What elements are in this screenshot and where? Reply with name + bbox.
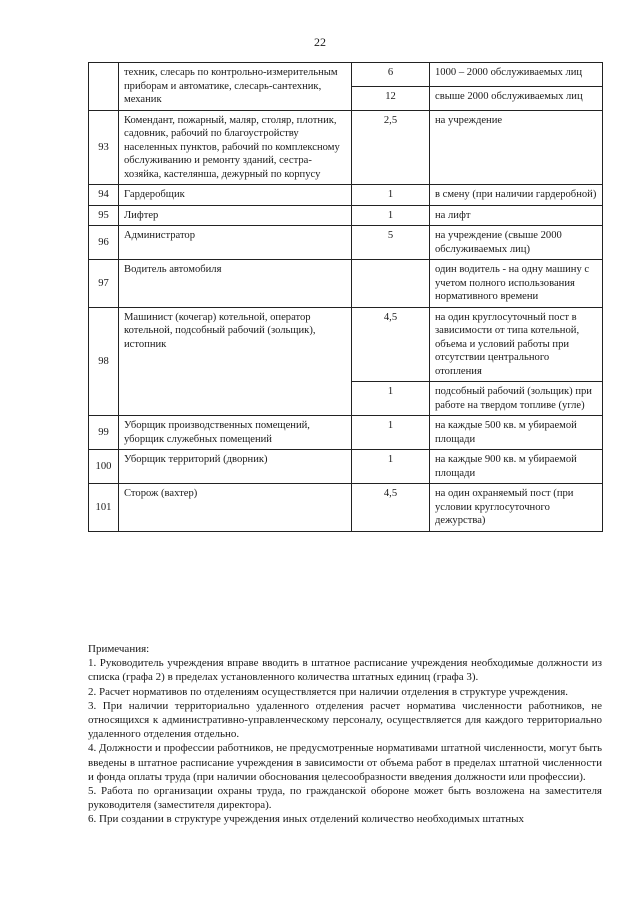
- table-row: [89, 416, 603, 450]
- note-item: 6. При создании в структуре учреждения иных отделений количество необходимых штатных: [88, 813, 525, 826]
- position-cell: Уборщик территорий (дворник): [119, 450, 352, 484]
- table-row: [89, 307, 603, 382]
- count-cell: 4,5: [352, 307, 430, 382]
- count-cell: 5: [352, 226, 430, 260]
- note-item: 2. Расчет нормативов по отделениям осуществляется при наличии отделения в структуре учреждения.: [88, 685, 569, 698]
- table-row: [89, 484, 603, 532]
- notes-heading: Примечания:: [88, 643, 150, 655]
- notes-section: [88, 642, 602, 827]
- count-cell: 2,5: [352, 110, 430, 185]
- count-cell: 6: [352, 63, 430, 87]
- table-row: [89, 205, 603, 226]
- note-item: 3. При наличии территориально удаленного отделения расчет норматива численности работников, не относящихся к административно-управленческому персоналу, осуществляется для каждого территориально удаленного отделения отдельно.: [88, 699, 602, 741]
- row-number: 96: [89, 226, 119, 260]
- count-cell: 12: [352, 86, 430, 110]
- table-row: [89, 63, 603, 87]
- row-number: 94: [89, 185, 119, 206]
- table-row: [89, 260, 603, 308]
- row-number: 97: [89, 260, 119, 308]
- basis-cell: на один охраняемый пост (при условии круглосуточного дежурства): [430, 484, 603, 532]
- position-cell: Гардеробщик: [119, 185, 352, 206]
- row-number: 100: [89, 450, 119, 484]
- row-number: 98: [89, 307, 119, 416]
- basis-cell: на каждые 500 кв. м убираемой площади: [430, 416, 603, 450]
- row-number: [89, 63, 119, 111]
- count-cell: 1: [352, 185, 430, 206]
- note-item: 5. Работа по организации охраны труда, по гражданской обороне может быть возложена на заместителя руководителя (заместителя директора).: [88, 785, 602, 812]
- basis-cell: в смену (при наличии гардеробной): [430, 185, 603, 206]
- note-item: 1. Руководитель учреждения вправе вводить в штатное расписание учреждения необходимые должности из списка (графа 2) в пределах установленного количества штатных единиц (графа 3).: [88, 657, 602, 684]
- basis-cell: один водитель - на одну машину с учетом полного использования нормативного времени: [430, 260, 603, 308]
- position-cell: Сторож (вахтер): [119, 484, 352, 532]
- table-row: [89, 226, 603, 260]
- page-number: 22: [314, 35, 326, 49]
- table-row: [89, 450, 603, 484]
- basis-cell: 1000 – 2000 обслуживаемых лиц: [430, 63, 603, 87]
- position-cell: Лифтер: [119, 205, 352, 226]
- count-cell: 4,5: [352, 484, 430, 532]
- basis-cell: на один круглосуточный пост в зависимости от типа котельной, объема и условий работы при отсутствии центрального отопления: [430, 307, 603, 382]
- basis-cell: на учреждение: [430, 110, 603, 185]
- row-number: 95: [89, 205, 119, 226]
- basis-cell: подсобный рабочий (зольщик) при работе на твердом топливе (угле): [430, 382, 603, 416]
- basis-cell: на лифт: [430, 205, 603, 226]
- table-row: [89, 110, 603, 185]
- table-row: [89, 185, 603, 206]
- position-cell: Водитель автомобиля: [119, 260, 352, 308]
- count-cell: [352, 260, 430, 308]
- position-cell: техник, слесарь по контрольно-измерительным приборам и автоматике, слесарь-сантехник, механик: [119, 63, 352, 111]
- position-cell: Уборщик производственных помещений, уборщик служебных помещений: [119, 416, 352, 450]
- note-item: 4. Должности и профессии работников, не предусмотренные нормативами штатной численности, могут быть введены в штатное расписание учреждения в зависимости от объема работ в пределах штатной численности и фонда оплаты труда (при наличии обоснования целесообразности введения должности или профессии).: [88, 742, 602, 783]
- staffing-table: [88, 62, 603, 532]
- basis-cell: свыше 2000 обслуживаемых лиц: [430, 86, 603, 110]
- notes-list: [88, 656, 602, 826]
- position-cell: Машинист (кочегар) котельной, оператор котельной, подсобный рабочий (зольщик), истопник: [119, 307, 352, 416]
- basis-cell: на каждые 900 кв. м убираемой площади: [430, 450, 603, 484]
- row-number: 101: [89, 484, 119, 532]
- count-cell: 1: [352, 205, 430, 226]
- row-number: 93: [89, 110, 119, 185]
- row-number: 99: [89, 416, 119, 450]
- position-cell: Администратор: [119, 226, 352, 260]
- count-cell: 1: [352, 450, 430, 484]
- count-cell: 1: [352, 416, 430, 450]
- position-cell: Комендант, пожарный, маляр, столяр, плотник, садовник, рабочий по благоустройству населенных пунктов, рабочий по комплексному обслуживанию и ремонту зданий, сестра-хозяйка, кастелянша, дежурный по корпусу: [119, 110, 352, 185]
- basis-cell: на учреждение (свыше 2000 обслуживаемых лиц): [430, 226, 603, 260]
- count-cell: 1: [352, 382, 430, 416]
